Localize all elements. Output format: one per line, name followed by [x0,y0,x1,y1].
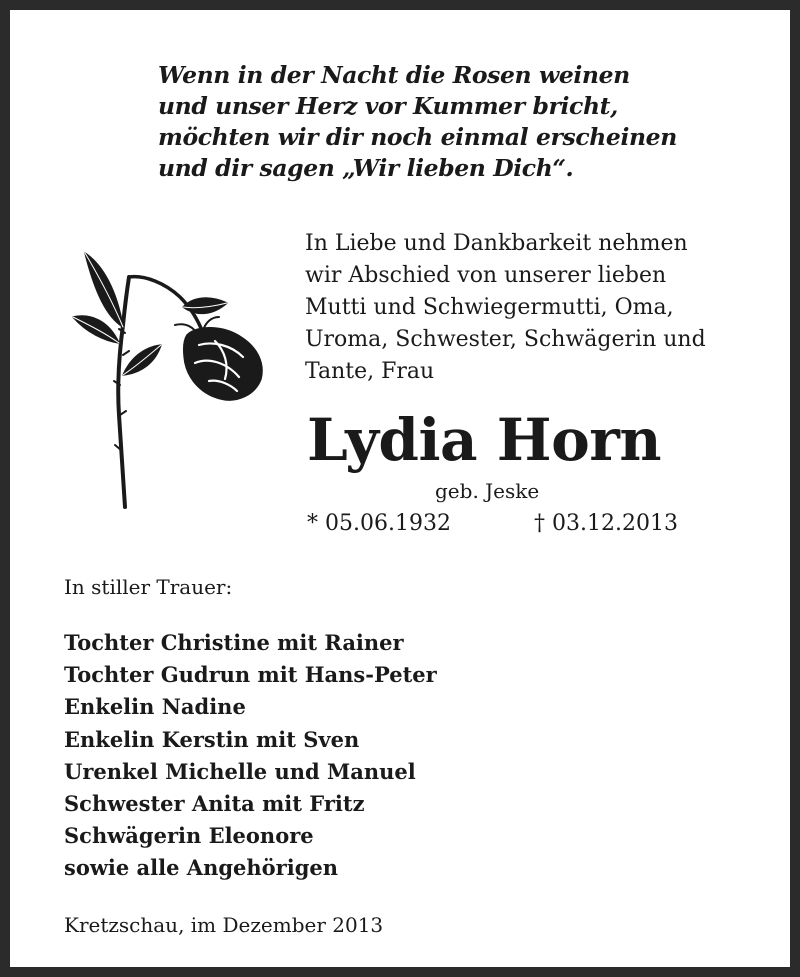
intro-line: Tante, Frau [305,359,435,384]
mourning-heading: In stiller Trauer: [64,575,233,599]
intro-line: wir Abschied von unserer lieben [305,263,667,288]
intro-line: Mutti und Schwiegermutti, Oma, [305,295,674,320]
mourner-item: Enkelin Kerstin mit Sven [64,726,360,752]
death-date: † 03.12.2013 [534,511,678,536]
mourner-item: Schwester Anita mit Fritz [64,791,365,817]
poem-line: möchten wir dir noch einmal erscheinen [158,123,677,151]
poem-line: und dir sagen „Wir lieben Dich“. [158,154,574,182]
mourner-item: Enkelin Nadine [64,694,246,720]
mourner-list [64,627,764,885]
poem [158,60,718,184]
mourner-item: Urenkel Michelle und Manuel [64,758,416,784]
maiden-name: geb. Jeske [435,479,540,503]
intro-line: In Liebe und Dankbarkeit nehmen [305,231,688,256]
mourner-item: Schwägerin Eleonore [64,823,314,849]
mourner-item: Tochter Christine mit Rainer [64,630,404,655]
wilted-rose-icon [65,245,280,515]
mourner-item: sowie alle Angehörigen [64,855,339,881]
poem-line: Wenn in der Nacht die Rosen weinen [158,61,630,89]
intro-line: Uroma, Schwester, Schwägerin und [305,327,706,352]
deceased-name: Lydia Horn [307,406,661,474]
farewell-intro [305,228,765,388]
poem-line: und unser Herz vor Kummer bricht, [158,92,618,120]
place-date: Kretzschau, im Dezember 2013 [64,913,384,937]
mourner-item: Tochter Gudrun mit Hans-Peter [64,662,437,688]
birth-date: * 05.06.1932 [307,511,451,536]
